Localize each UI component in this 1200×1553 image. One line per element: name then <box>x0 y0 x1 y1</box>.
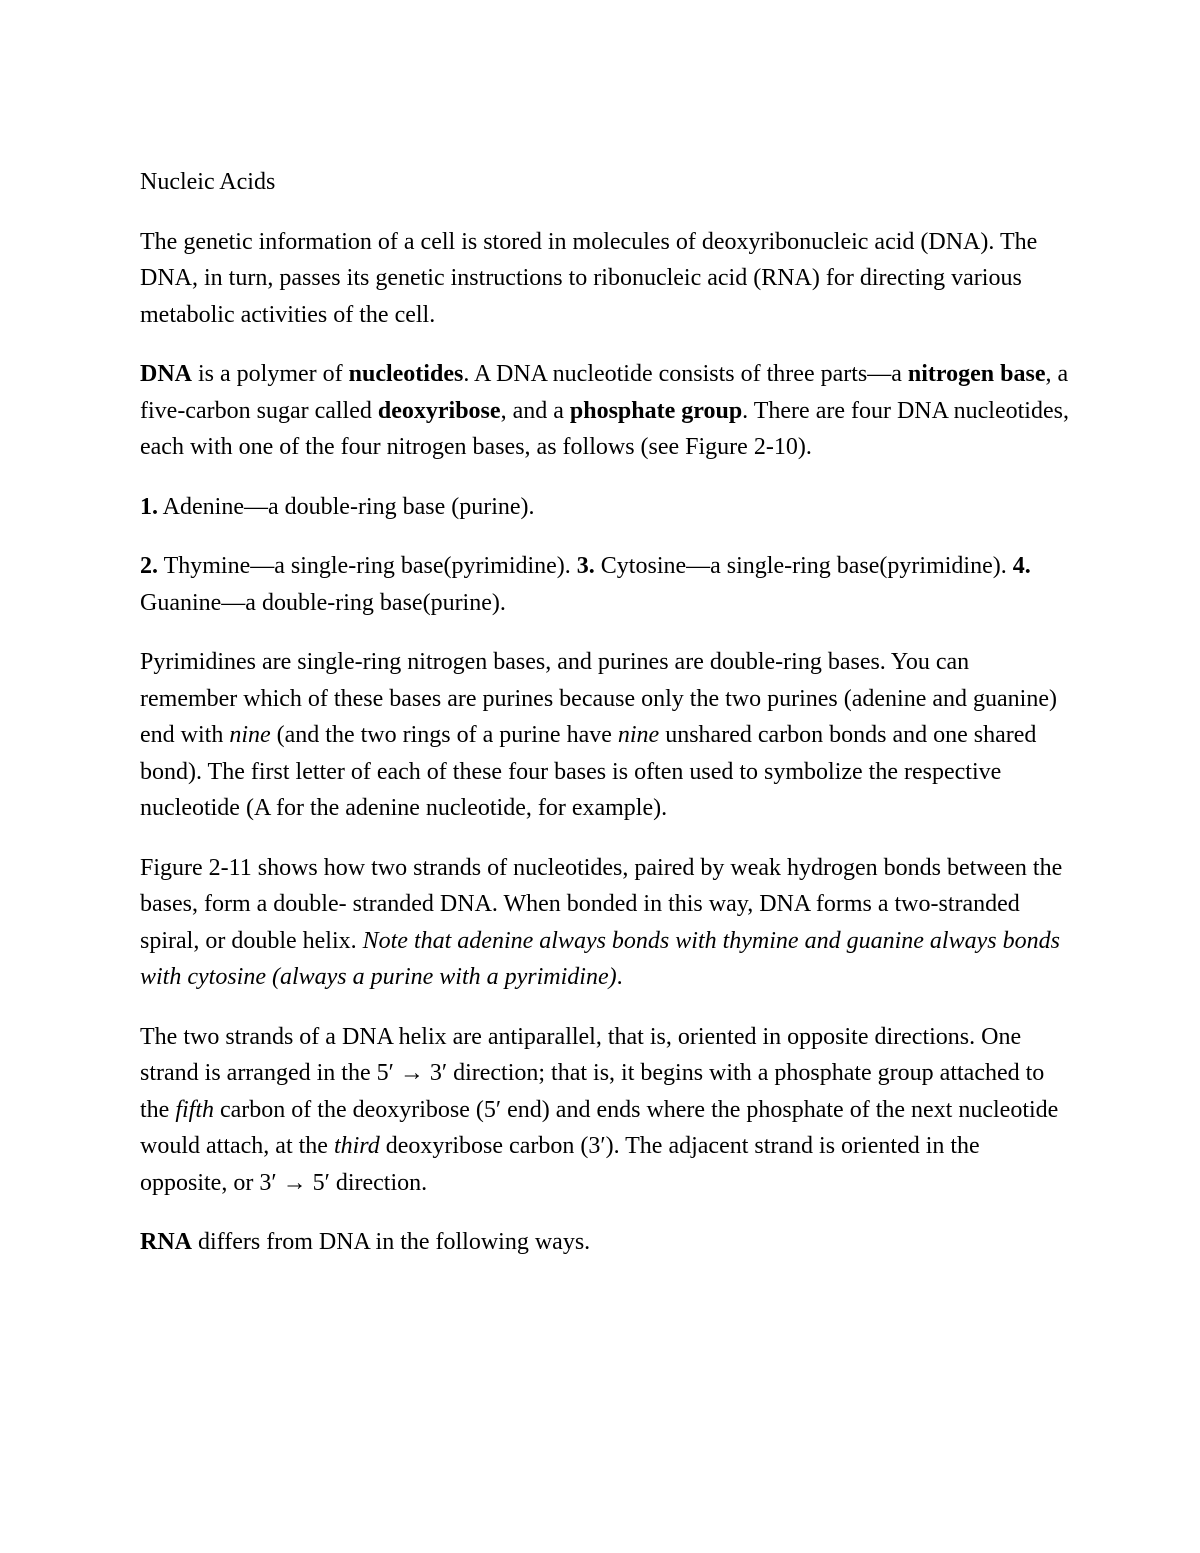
text-span: is a polymer of <box>192 361 349 387</box>
bold-term-nitrogen-base: nitrogen base <box>907 361 1046 387</box>
text-span: differs from DNA in the following ways. <box>192 1229 591 1255</box>
paragraph-rna-differs <box>140 1224 1070 1261</box>
text-span: Guanine—a double-ring base(purine). <box>140 589 506 616</box>
italic-term: third <box>333 1133 380 1159</box>
paragraph-pyrimidines-purines <box>140 644 1070 827</box>
text-span: unshared carbon bonds and one shared bond). The first letter of each of these four bases is often used to symbolize the respective nucleotide (A for the adenine nucleotide, for example). <box>140 722 1037 821</box>
bold-term-deoxyribose: deoxyribose <box>377 397 501 424</box>
paragraph-double-helix <box>140 850 1070 996</box>
text-span: (and the two rings of a purine have <box>270 722 618 748</box>
italic-term: nine <box>229 722 271 748</box>
text-span: . <box>616 964 623 990</box>
list-number: 1. <box>140 493 158 520</box>
paragraph-antiparallel <box>140 1019 1070 1202</box>
text-span: deoxyribose carbon (3′). The adjacent strand is oriented in the opposite, or 3′ → 5′ direction. <box>140 1133 980 1196</box>
text-span: Pyrimidines are single-ring nitrogen bases, and purines are double-ring bases. You can remember which of these bases are purines because only the two purines (adenine and guanine) end with <box>140 649 1057 748</box>
text-span: Adenine—a double-ring base (purine). <box>158 493 535 520</box>
italic-note: Note that adenine always bonds with thymine and guanine always bonds with cytosine (always a purine with a pyrimidine) <box>140 927 1060 990</box>
text-span: . There are four DNA nucleotides, each with one of the four nitrogen bases, as follows (see Figure 2-10). <box>140 397 1069 460</box>
text-span: . A DNA nucleotide consists of three parts—a <box>463 361 908 387</box>
bold-term-dna: DNA <box>140 361 192 387</box>
text-span: carbon of the deoxyribose (5′ end) and ends where the phosphate of the next nucleotide would attach, at the <box>140 1096 1059 1159</box>
paragraph-intro: The genetic information of a cell is stored in molecules of deoxyribonucleic acid (DNA). The DNA, in turn, passes its genetic instructions to ribonucleic acid (RNA) for directing various metabolic activities of the cell. <box>140 228 1038 328</box>
text-span: Figure 2-11 shows how two strands of nucleotides, paired by weak hydrogen bonds between the bases, form a double- stranded DNA. When bonded in this way, DNA forms a two-stranded spiral, or double helix. <box>140 854 1063 954</box>
text-span: , a five-carbon sugar called <box>140 361 1069 424</box>
list-item-adenine <box>140 489 1070 526</box>
list-number: 3. <box>576 553 595 579</box>
bold-term-phosphate-group: phosphate group <box>569 397 743 424</box>
paragraph-dna-polymer <box>140 356 1070 466</box>
document-title: Nucleic Acids <box>140 169 276 195</box>
italic-term: fifth <box>175 1096 214 1123</box>
text-span: Cytosine—a single-ring base(pyrimidine). <box>594 553 1013 579</box>
list-items-thymine-cytosine-guanine <box>140 548 1070 621</box>
bold-term-rna: RNA <box>140 1229 192 1255</box>
document-page <box>140 164 1070 1284</box>
list-number: 4. <box>1012 553 1031 579</box>
italic-term: nine <box>617 722 660 748</box>
list-number: 2. <box>140 553 158 579</box>
text-span: , and a <box>500 397 570 424</box>
text-span: Thymine—a single-ring base(pyrimidine). <box>158 553 577 579</box>
bold-term-nucleotides: nucleotides <box>348 361 464 387</box>
text-span: The two strands of a DNA helix are antiparallel, that is, oriented in opposite directions. One strand is arranged in the 5′ → 3′ direction; that is, it begins with a phosphate group attached to the <box>140 1023 1045 1123</box>
